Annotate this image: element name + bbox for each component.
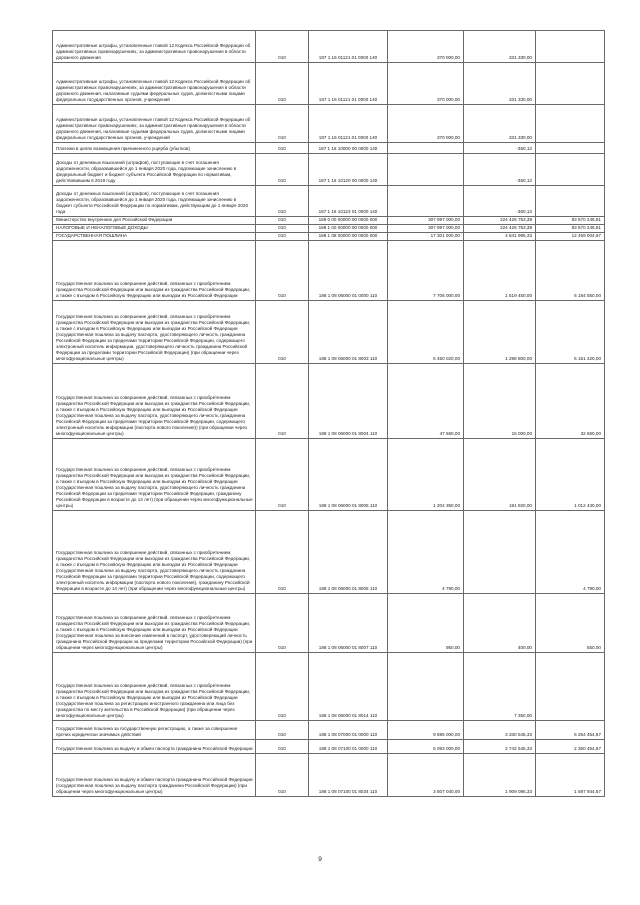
remaining-amount-cell	[536, 143, 605, 154]
income-report-rows	[53, 31, 605, 797]
remaining-amount-cell: 6 184 550,00	[536, 241, 605, 301]
row-code-cell: 010	[256, 511, 309, 594]
approved-amount-cell: 370 000,00	[388, 63, 464, 105]
row-code-cell: 010	[256, 594, 309, 653]
executed-amount-cell: 400,00	[464, 594, 536, 653]
remaining-amount-cell	[536, 31, 605, 63]
executed-amount-cell: 4 841 995,33	[464, 233, 536, 241]
budget-classification-code-cell: 188 1 08 06000 01 8003 110	[309, 301, 388, 364]
remaining-amount-cell: 550,00	[536, 594, 605, 653]
executed-amount-cell: -360,13	[464, 186, 536, 217]
remaining-amount-cell: 1 012 430,00	[536, 439, 605, 511]
table-row	[53, 233, 605, 241]
approved-amount-cell: 307 997 000,00	[388, 217, 464, 225]
remaining-amount-cell: 6 264 454,67	[536, 721, 605, 740]
budget-classification-code-cell: 188 1 08 06000 01 0000 110	[309, 241, 388, 301]
budget-classification-code-cell: 187 1 16 10000 00 0000 140	[309, 143, 388, 154]
table-row	[53, 439, 605, 511]
table-row	[53, 653, 605, 721]
income-name-cell: Государственная пошлина за государственную регистрацию, а также за совершение прочих юридически значимых действий	[53, 721, 256, 740]
row-code-cell: 010	[256, 754, 309, 797]
table-row	[53, 186, 605, 217]
row-code-cell: 010	[256, 217, 309, 225]
executed-amount-cell: -360,13	[464, 154, 536, 186]
remaining-amount-cell: 5 151 220,00	[536, 301, 605, 364]
approved-amount-cell: 17 301 000,00	[388, 233, 464, 241]
table-row	[53, 225, 605, 233]
budget-classification-code-cell: 187 1 16 01121 01 0000 140	[309, 105, 388, 143]
remaining-amount-cell	[536, 154, 605, 186]
row-code-cell: 010	[256, 154, 309, 186]
table-row	[53, 364, 605, 439]
budget-classification-code-cell: 188 1 00 00000 00 0000 000	[309, 225, 388, 233]
approved-amount-cell	[388, 653, 464, 721]
remaining-amount-cell	[536, 63, 605, 105]
row-code-cell: 010	[256, 241, 309, 301]
approved-amount-cell: 9 595 000,00	[388, 721, 464, 740]
executed-amount-cell: -360,13	[464, 143, 536, 154]
executed-amount-cell: 7 350,00	[464, 653, 536, 721]
remaining-amount-cell	[536, 105, 605, 143]
row-code-cell: 010	[256, 721, 309, 740]
executed-amount-cell: 1 298 800,00	[464, 301, 536, 364]
budget-classification-code-cell: 188 1 08 06000 01 8004 110	[309, 364, 388, 439]
row-code-cell: 010	[256, 143, 309, 154]
approved-amount-cell: 307 997 000,00	[388, 225, 464, 233]
row-code-cell: 010	[256, 105, 309, 143]
page-number: 9	[318, 856, 322, 863]
table-row	[53, 754, 605, 797]
executed-amount-cell: 331 330,00	[464, 105, 536, 143]
executed-amount-cell: 1 909 095,33	[464, 754, 536, 797]
budget-classification-code-cell: 187 1 16 01121 01 0000 140	[309, 31, 388, 63]
table-row	[53, 105, 605, 143]
budget-classification-code-cell: 187 1 16 10123 01 0000 140	[309, 186, 388, 217]
executed-amount-cell: 3 330 545,33	[464, 721, 536, 740]
income-report-table	[52, 30, 605, 797]
row-code-cell: 010	[256, 653, 309, 721]
approved-amount-cell: 370 000,00	[388, 105, 464, 143]
table-row	[53, 594, 605, 653]
table-row	[53, 301, 605, 364]
approved-amount-cell: 6 450 020,00	[388, 301, 464, 364]
table-row	[53, 241, 605, 301]
income-name-cell: Государственная пошлина за совершение действий, связанных с приобретением гражданства Российской Федерации или выходом из гражданства Российской Федерации, а также с въездом в Российскую Федерацию или выездом из Российской Федерации (государственная пошлина за регистрацию иностранного гражданина или лица без гражданства по месту жительства в Российской Федерации) (при обращении через многофункциональные центры)	[53, 653, 256, 721]
budget-classification-code-cell: 188 1 08 06000 01 8007 110	[309, 594, 388, 653]
row-code-cell: 010	[256, 364, 309, 439]
income-name-cell: Платежи в целях возмещения причиненного ущерба (убытков)	[53, 143, 256, 154]
remaining-amount-cell: 12 459 004,67	[536, 233, 605, 241]
approved-amount-cell	[388, 154, 464, 186]
income-name-cell: ГОСУДАРСТВЕННАЯ ПОШЛИНА	[53, 233, 256, 241]
row-code-cell: 010	[256, 63, 309, 105]
budget-classification-code-cell: 187 1 16 10120 00 0000 140	[309, 154, 388, 186]
row-code-cell: 010	[256, 31, 309, 63]
income-name-cell: Государственная пошлина за выдачу и обмен паспорта гражданина Российской Федерации (государственная пошлина за выдачу паспорта гражданина Российской Федерации) (при обращении через многофункциональные центры)	[53, 754, 256, 797]
executed-amount-cell: 191 920,00	[464, 439, 536, 511]
income-name-cell: Доходы от денежных взысканий (штрафов), поступающие в счет погашения задолженности, образовавшейся до 1 января 2020 года, подлежащие зачислению в бюджет субъекта Российской Федерации по нормативам, действующим до 1 января 2020 года	[53, 186, 256, 217]
table-row	[53, 63, 605, 105]
approved-amount-cell: 47 660,00	[388, 364, 464, 439]
executed-amount-cell: 331 330,00	[464, 31, 536, 63]
remaining-amount-cell	[536, 186, 605, 217]
income-name-cell: Государственная пошлина за совершение действий, связанных с приобретением гражданства Российской Федерации или выходом из гражданства Российской Федерации, а также с въездом в Российскую Федерацию или выездом из Российской Федерации (государственная пошлина за выдачу паспорта, удостоверяющего личность гражданина Российской Федерации за пределами территории Российской Федерации, содержащего электронный носитель информации, удостоверяющего личность гражданина Российской Федерации за пределами территории Российской Федерации) (при обращении через многофункциональные центры)	[53, 301, 256, 364]
table-row	[53, 721, 605, 740]
approved-amount-cell: 7 706 000,00	[388, 241, 464, 301]
remaining-amount-cell	[536, 653, 605, 721]
income-name-cell: Доходы от денежных взысканий (штрафов), поступающие в счет погашения задолженности, образовавшейся до 1 января 2020 года, подлежащие зачислению в федеральный бюджет и бюджет субъекта Российской Федерации по нормативам, действовавшим в 2019 году	[53, 154, 256, 186]
income-name-cell: Министерство внутренних дел Российской Федерации	[53, 217, 256, 225]
approved-amount-cell: 4 790,00	[388, 511, 464, 594]
executed-amount-cell: 1 519 450,00	[464, 241, 536, 301]
income-name-cell: Государственная пошлина за совершение действий, связанных с приобретением гражданства Российской Федерации или выходом из гражданства Российской Федерации, а также с въездом в Российскую Федерацию или выездом из Российской Федерации (государственная пошлина за выдачу паспорта, удостоверяющего личность гражданина Российской Федерации за пределами территории Российской Федерации, содержащего электронный носитель информации (паспорта нового поколения)) (при обращении через многофункциональные центры)	[53, 364, 256, 439]
table-row	[53, 217, 605, 225]
income-name-cell: Административные штрафы, установленные главой 12 Кодекса Российской Федерации об административных правонарушениях, за административные правонарушения в области дорожного движения, налагаемые судьями федеральных судов, должностными лицами федеральных государственных органов, учреждений	[53, 105, 256, 143]
remaining-amount-cell: 2 350 454,67	[536, 740, 605, 754]
approved-amount-cell: 370 000,00	[388, 31, 464, 63]
approved-amount-cell: 1 204 350,00	[388, 439, 464, 511]
budget-classification-code-cell: 188 1 08 06000 01 8006 110	[309, 511, 388, 594]
budget-classification-code-cell: 188 0 00 00000 00 0000 000	[309, 217, 388, 225]
income-name-cell: Административные штрафы, установленные главой 12 Кодекса Российской Федерации об административных правонарушениях, за административные правонарушения в области дорожного движения, налагаемые судьями федеральных судов, должностными лицами федеральных государственных органов, учреждений	[53, 63, 256, 105]
row-code-cell: 010	[256, 186, 309, 217]
approved-amount-cell	[388, 186, 464, 217]
executed-amount-cell: 224 426 753,39	[464, 225, 536, 233]
row-code-cell: 010	[256, 301, 309, 364]
executed-amount-cell: 331 330,00	[464, 63, 536, 105]
remaining-amount-cell: 32 660,00	[536, 364, 605, 439]
table-row	[53, 511, 605, 594]
budget-classification-code-cell: 188 1 08 07100 01 8034 110	[309, 754, 388, 797]
remaining-amount-cell: 4 790,00	[536, 511, 605, 594]
approved-amount-cell: 950,00	[388, 594, 464, 653]
income-name-cell: Административные штрафы, установленные главой 12 Кодекса Российской Федерации об административных правонарушениях, за административные правонарушения в области дорожного движения	[53, 31, 256, 63]
executed-amount-cell: 2 742 545,33	[464, 740, 536, 754]
row-code-cell: 010	[256, 233, 309, 241]
row-code-cell: 010	[256, 740, 309, 754]
executed-amount-cell	[464, 511, 536, 594]
table-row	[53, 143, 605, 154]
budget-classification-code-cell: 188 1 08 07100 01 0000 110	[309, 740, 388, 754]
approved-amount-cell: 3 507 040,00	[388, 754, 464, 797]
budget-classification-code-cell: 188 1 08 00000 00 0000 000	[309, 233, 388, 241]
remaining-amount-cell: 83 570 246,61	[536, 217, 605, 225]
remaining-amount-cell: 83 570 246,61	[536, 225, 605, 233]
table-row	[53, 740, 605, 754]
income-name-cell: Государственная пошлина за выдачу и обмен паспорта гражданина Российской Федерации	[53, 740, 256, 754]
executed-amount-cell: 15 000,00	[464, 364, 536, 439]
income-name-cell: НАЛОГОВЫЕ И НЕНАЛОГОВЫЕ ДОХОДЫ	[53, 225, 256, 233]
budget-classification-code-cell: 188 1 08 06000 01 8014 110	[309, 653, 388, 721]
income-name-cell: Государственная пошлина за совершение действий, связанных с приобретением гражданства Российской Федерации или выходом из гражданства Российской Федерации, а также с въездом в Российскую Федерацию или выездом из Российской Федерации (государственная пошлина за выдачу паспорта, удостоверяющего личность гражданина Российской Федерации за пределами территории Российской Федерации, гражданину Российской Федерации в возрасте до 14 лет) (при обращении через многофункциональные центры)	[53, 439, 256, 511]
table-row	[53, 31, 605, 63]
row-code-cell: 010	[256, 225, 309, 233]
row-code-cell: 010	[256, 439, 309, 511]
table-row	[53, 154, 605, 186]
budget-classification-code-cell: 187 1 16 01121 01 0000 140	[309, 63, 388, 105]
budget-classification-code-cell: 188 1 08 06000 01 8005 110	[309, 439, 388, 511]
income-name-cell: Государственная пошлина за совершение действий, связанных с приобретением гражданства Российской Федерации или выходом из гражданства Российской Федерации, а также с въездом в Российскую Федерацию или выездом из Российской Федерации (государственная пошлина за выдачу паспорта, удостоверяющего личность гражданина Российской Федерации за пределами территории Российской Федерации, содержащего электронный носитель информации (паспорта нового поколения), гражданину Российской Федерации в возрасте до 14 лет) (при обращении через многофункциональные центры)	[53, 511, 256, 594]
approved-amount-cell	[388, 143, 464, 154]
income-name-cell: Государственная пошлина за совершение действий, связанных с приобретением гражданства Российской Федерации или выходом из гражданства Российской Федерации, а также с въездом в Российскую Федерацию или выездом из Российской Федерации (государственная пошлина за внесение изменений в паспорт, удостоверяющий личность гражданина Российской Федерации за пределами территории Российской Федерации) (при обращении через многофункциональные центры)	[53, 594, 256, 653]
remaining-amount-cell: 1 597 944,67	[536, 754, 605, 797]
approved-amount-cell: 5 093 000,00	[388, 740, 464, 754]
budget-classification-code-cell: 188 1 08 07000 01 0000 110	[309, 721, 388, 740]
income-name-cell: Государственная пошлина за совершение действий, связанных с приобретением гражданства Российской Федерации или выходом из гражданства Российской Федерации, а также с въездом в Российскую Федерацию или выездом из Российской Федерации	[53, 241, 256, 301]
executed-amount-cell: 224 426 753,39	[464, 217, 536, 225]
